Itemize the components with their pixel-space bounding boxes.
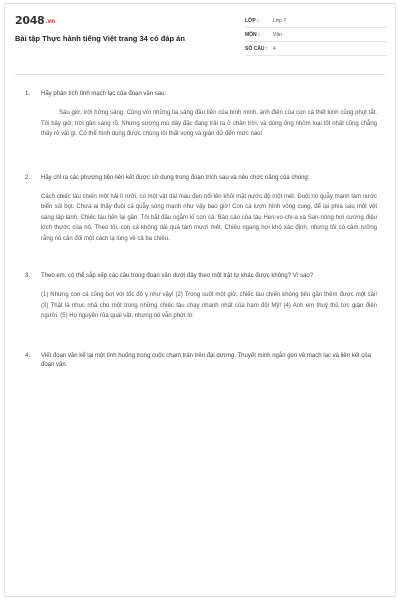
question-2 <box>15 174 377 183</box>
question-number: 3. <box>25 273 31 279</box>
question-passage: Sáu giờ, trời hửng sáng. Cùng với những tia sáng đầu tiên của bình minh, ánh điện của con cá thết kinh cũng phụt tắt. Tôi bây giờ; trời gần sáng rõ. Nhưng sương mù dày đặc đang trải ra ở chân trời, và dùng ống nhòm loại tốt nhất cũng chẳng thấy rõ vật gì. Có thể hình dung được chúng tôi thất vọng và giận dữ đến mức nào! <box>41 110 377 137</box>
meta-row-subject <box>245 28 387 42</box>
meta-key: MÔN : <box>245 31 260 38</box>
meta-row-class <box>245 14 387 28</box>
site-logo[interactable] <box>15 14 55 27</box>
question-number: 2. <box>25 174 31 181</box>
question-prompt: Viết đoạn văn kể lại một tình huống trong cuộc chạm trán trên đại dương. Thuyết minh ngắn gọn về mạch lạc và liên kết của đoạn văn. <box>41 352 371 368</box>
meta-table <box>245 14 387 56</box>
question-prompt: Theo em, có thể sắp xếp các câu trong đoạn văn dưới đây theo một trật tự khác được không? Vì sao? <box>41 273 314 279</box>
question-1 <box>15 90 377 99</box>
logo-suffix: .vn <box>45 18 55 25</box>
question-number: 4. <box>25 352 31 359</box>
question-passage: (1) Nhưng con cá cũng bơi với tốc độ y như vậy! (2) Trong suốt một giờ, chiếc tàu chiến không tiến gần thêm được một sải! (3) Thật là nhục nhã cho một trong những chiếc tàu chạy nhanh nhất của hạm đội Mỹ! (4) Anh em thuỷ thủ tức giận điên người. (5) Họ nguyền rủa quái vật, nhưng nó vẫn phớt lờ. <box>41 292 377 319</box>
meta-value: Văn <box>273 31 282 38</box>
meta-row-count <box>245 42 387 56</box>
question-4 <box>15 352 377 370</box>
question-passage: Cách chiếc tàu chiến một hải lí rưỡi, có một vật dài màu đen nổi lên khỏi mặt nước độ một mét. Đuôi nó quẫy mạnh làm nước biển sủi bọt. Chưa ai thấy đuôi cá quẫy sóng mạnh như vậy bao giờ! Con cá lượn hình vòng cung, để lại phía sau một vệt sáng lấp lánh. Chiếc tàu tiến lại gần. Tôi bắt đầu ngắm kĩ con cá. Báo cáo của tàu Hen-vo-chi-a và San-nông hơi cường điệu kích thước của nó. Theo tôi, con cá không dài quá tám mươi mét. Chiều ngang hơi khó xác định, nhưng tôi có cảm tưởng rằng nó cân đối một cách lạ lùng về cả ba chiều. <box>41 193 377 242</box>
meta-value: Lớp 7 <box>273 17 287 24</box>
meta-key: SỐ CÂU : <box>245 45 268 52</box>
meta-key: LỚP : <box>245 17 259 24</box>
question-prompt: Hãy phân tích tính mạch lạc của đoạn văn sau: <box>41 91 167 97</box>
document-header <box>5 4 395 60</box>
questions-list <box>5 90 395 370</box>
meta-value: 4 <box>273 45 276 52</box>
question-3 <box>15 272 377 281</box>
logo-text: 2048 <box>15 14 45 27</box>
question-prompt: Hãy chỉ ra các phương tiện liên kết được sử dụng trong đoạn trích sau và nêu chức năng của chúng: <box>41 174 310 181</box>
question-number: 1. <box>25 91 31 97</box>
document-page <box>4 3 396 597</box>
header-divider <box>15 74 385 75</box>
page-title: Bài tập Thực hành tiếng Việt trang 34 có đáp án <box>15 34 185 43</box>
